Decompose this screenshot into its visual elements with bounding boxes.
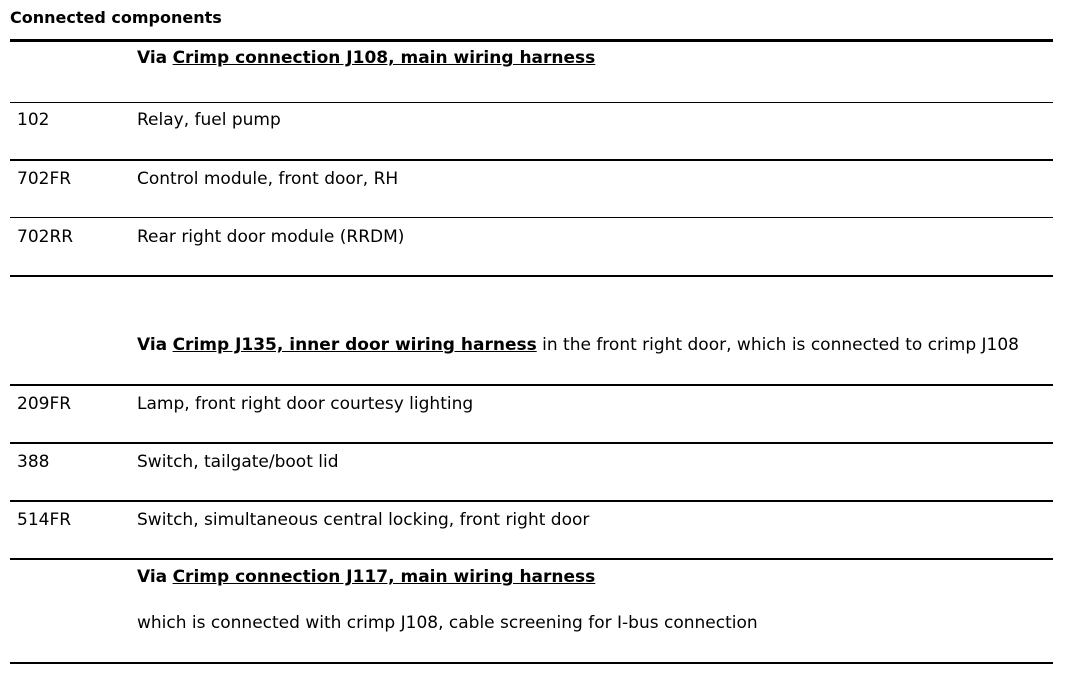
row-divider xyxy=(10,102,1053,103)
row-divider xyxy=(10,442,1053,444)
row-divider xyxy=(10,217,1053,218)
component-desc-702rr: Rear right door module (RRDM) xyxy=(137,227,405,247)
section-heading: Connected components xyxy=(10,8,222,27)
group-header-suffix: in the front right door, which is connected to crimp J108 xyxy=(536,335,1019,355)
via-label: Via xyxy=(137,335,168,355)
via-label: Via xyxy=(137,567,168,587)
component-code-702fr: 702FR xyxy=(17,169,72,189)
table-top-rule xyxy=(10,39,1053,42)
group-header-j108 xyxy=(137,48,595,68)
component-code-702rr: 702RR xyxy=(17,227,74,247)
component-code-209fr: 209FR xyxy=(17,394,72,414)
component-desc-102: Relay, fuel pump xyxy=(137,110,281,130)
row-divider xyxy=(10,384,1053,386)
component-desc-388: Switch, tailgate/boot lid xyxy=(137,452,339,472)
crimp-j135-link[interactable]: Crimp J135, inner door wiring harness xyxy=(172,335,537,355)
via-label: Via xyxy=(137,48,168,68)
component-desc-702fr: Control module, front door, RH xyxy=(137,169,399,189)
crimp-j108-link[interactable]: Crimp connection J108, main wiring harness xyxy=(172,48,596,68)
component-desc-209fr: Lamp, front right door courtesy lighting xyxy=(137,394,474,414)
component-code-514fr: 514FR xyxy=(17,510,72,530)
row-divider xyxy=(10,159,1053,161)
group-header-j135 xyxy=(137,335,1019,355)
group-end-rule xyxy=(10,275,1053,277)
group-header-j117 xyxy=(137,567,595,587)
crimp-j117-link[interactable]: Crimp connection J117, main wiring harness xyxy=(172,567,596,587)
group-note-j117: which is connected with crimp J108, cable screening for I-bus connection xyxy=(137,613,758,633)
table-bottom-rule xyxy=(10,662,1053,664)
group-end-rule xyxy=(10,558,1053,560)
row-divider xyxy=(10,500,1053,502)
component-desc-514fr: Switch, simultaneous central locking, front right door xyxy=(137,510,590,530)
component-code-388: 388 xyxy=(17,452,50,472)
component-code-102: 102 xyxy=(17,110,50,130)
